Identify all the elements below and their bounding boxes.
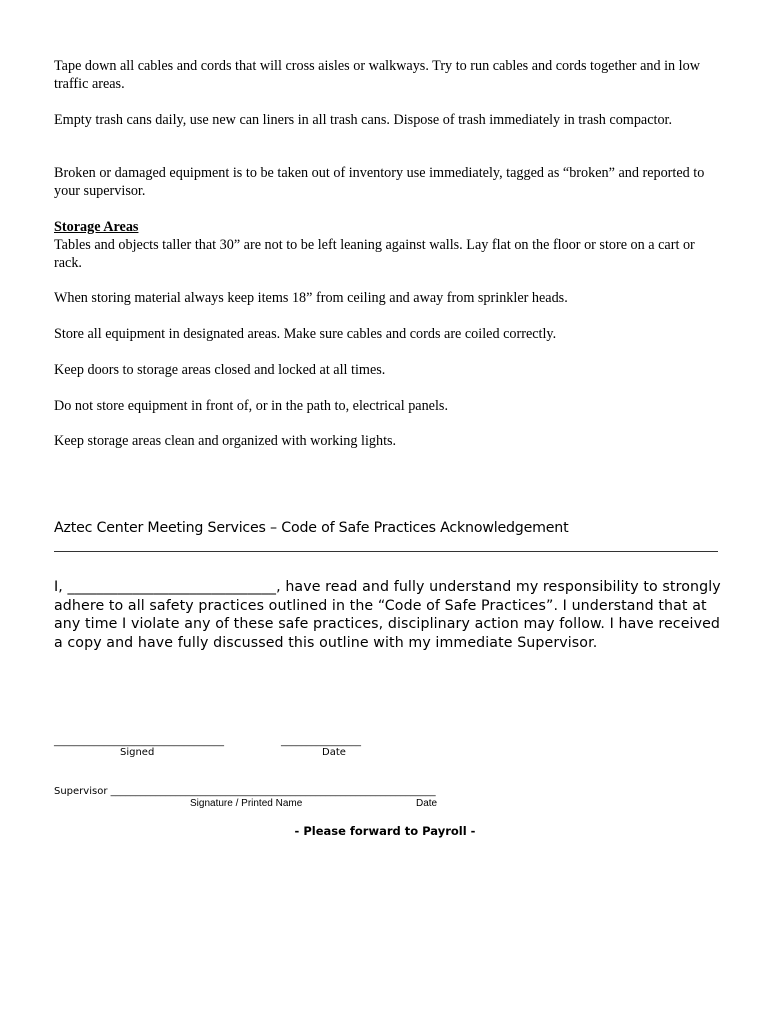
forward-to-payroll-note: - Please forward to Payroll - [294, 824, 476, 838]
storage-item: When storing material always keep items 18” from ceiling and away from sprinkler heads. [54, 290, 568, 306]
signed-line: __________________________________ [54, 736, 224, 747]
acknowledgement-title: Aztec Center Meeting Services – Code of Safe Practices Acknowledgement [54, 520, 569, 536]
date-line: ________________ [281, 736, 361, 747]
supervisor-signature-label: Signature / Printed Name [190, 798, 303, 809]
paragraph-broken-equipment: Broken or damaged equipment is to be taken out of inventory use immediately, tagged as “broken” and reported to your supervisor. [54, 165, 705, 199]
storage-item: Tables and objects taller that 30” are not to be left leaning against walls. Lay flat on the floor or store on a cart or rack. [54, 237, 695, 271]
paragraph-trash: Empty trash cans daily, use new can liners in all trash cans. Dispose of trash immediately in trash compactor. [54, 112, 673, 128]
signed-label: Signed [120, 747, 155, 758]
storage-item: Keep doors to storage areas closed and locked at all times. [54, 362, 386, 378]
storage-heading: Storage Areas [54, 219, 139, 235]
storage-item: Do not store equipment in front of, or in the path to, electrical panels. [54, 398, 448, 414]
storage-section [54, 218, 724, 272]
supervisor-line: Supervisor _________________________________________________________________ [54, 786, 436, 797]
acknowledgement-body: I, _____________________________, have read and fully understand my responsibility to strongly adhere to all safety practices outlined in the “Code of Safe Practices”. I understand that at any time I violate any of these safe practices, disciplinary action may follow. I have received a copy and have fully discussed this outline with my immediate Supervisor. [54, 579, 721, 651]
paragraph-cables: Tape down all cables and cords that will cross aisles or walkways. Try to run cables and cords together and in low traffic areas. [54, 58, 700, 92]
storage-item: Keep storage areas clean and organized with working lights. [54, 433, 397, 449]
storage-item: Store all equipment in designated areas. Make sure cables and cords are coiled correctly. [54, 326, 557, 342]
date-label: Date [322, 747, 346, 758]
supervisor-date-label: Date [416, 798, 438, 809]
divider [54, 551, 718, 552]
